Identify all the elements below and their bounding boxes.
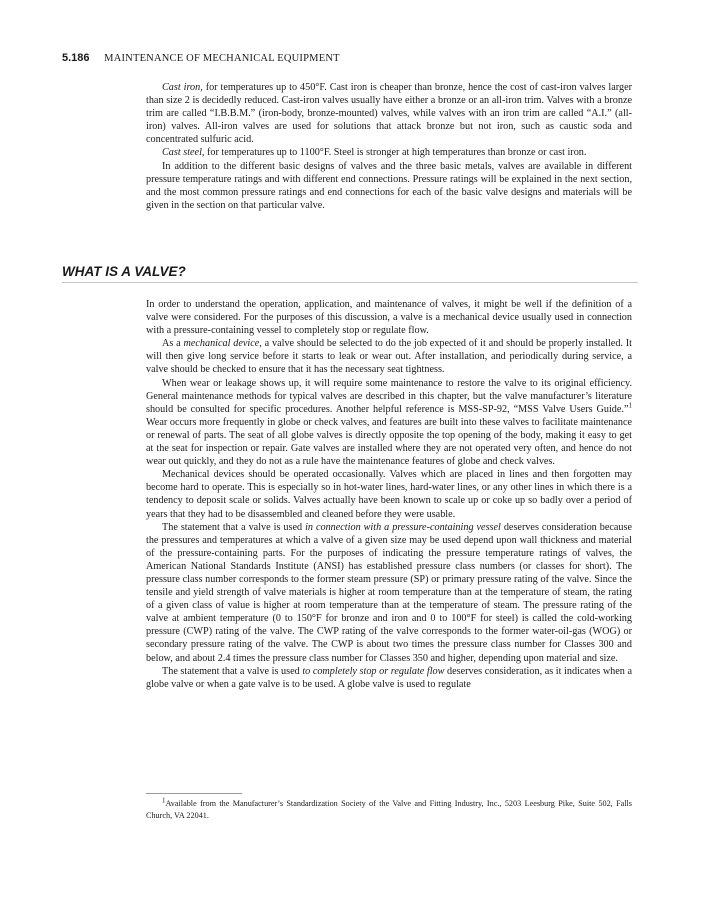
page-number: 5.186	[62, 52, 90, 64]
section-title: WHAT IS A VALVE?	[62, 264, 186, 279]
paragraph: As a mechanical device, a valve should be selected to do the job expected of it and should be properly installed. It will then give long service before it starts to leak or wear out. After installation, and periodically during service, a valve should be checked to ensure that it has the necessary seat tightness.	[146, 338, 633, 376]
paragraph: In addition to the different basic designs of valves and the three basic metals, valves are available in different pressure temperature ratings and with different end connections. Pressure ratings will be explained in the next section, and the most common pressure ratings and end connections for each of the basic valve designs and materials will be given in the section on that particular valve.	[146, 160, 632, 211]
term: Cast iron,	[162, 82, 203, 93]
page-header	[62, 52, 340, 64]
paragraph: Mechanical devices should be operated occasionally. Valves which are placed in lines and then forgotten may become hard to operate. This is especially so in hot-water lines, hard-water lines, or any other lines in which there is a tendency to deposit scale or solids. Valves actually have been known to scale up or coke up so badly over a period of years that they had to be disassembled and cleaned before they were usable.	[146, 469, 632, 520]
paragraph: In order to understand the operation, application, and maintenance of valves, it might be well if the definition of a valve were considered. For the purposes of this discussion, a valve is a mechanical device usually used in connection with a pressure-containing vessel to completely stop or regulate flow.	[146, 299, 632, 337]
footnote-marker: 1	[162, 796, 166, 805]
footnote-ref[interactable]: 1	[628, 401, 632, 410]
paragraph: When wear or leakage shows up, it will require some maintenance to restore the valve to its original efficiency. General maintenance methods for typical valves are described in this chapter, but the valve manufacturer’s literature should be consulted for specific procedures. Another helpful reference is MSS-SP-92, “MSS Valve Users Guide.”$^1$ Wear occurs more frequently in globe or check valves, and features are built into these valves to facilitate maintenance or renewal of parts. The seat of all globe valves is directly opposite the top opening of the body, making it easy to get at the seat for inspection or repair. Gate valves are installed where they are not operated very often, and hence do not wear out quickly, and they do not as a rule have the maintenance features of globe and check valves.	[146, 377, 632, 468]
running-head: MAINTENANCE OF MECHANICAL EQUIPMENT	[104, 53, 340, 64]
paragraph: Cast steel, for temperatures up to 1100°F. Steel is stronger at high temperatures than bronze or cast iron.	[162, 147, 587, 159]
term: Cast steel,	[162, 147, 205, 159]
paragraph: Cast iron, for temperatures up to 450°F. Cast iron is cheaper than bronze, hence the cost of cast-iron valves larger than size 2 is decidedly reduced. Cast-iron valves usually have either a bronze or an all-iron trim. Valves with a bronze trim are called “I.B.B.M.” (iron-body, bronze-mounted) valves, while valves with an iron trim are called “A.I.” (all-iron) valves. All-iron valves are used for solutions that attack bronze but not iron, such as caustic soda and concentrated sulfuric acid.	[146, 82, 632, 146]
footnote-divider	[146, 793, 242, 794]
intro-text	[146, 81, 632, 212]
paragraph: The statement that a valve is used to completely stop or regulate flow deserves consideration, as it indicates when a globe valve or when a gate valve is to be used. A globe valve is used to regulate	[146, 665, 632, 690]
paragraph: The statement that a valve is used in connection with a pressure-containing vessel deserves consideration because the pressures and temperatures at which a valve of a given size may be used depend upon wall thickness and material of the pressure-containing parts. For the purposes of indicating the pressure temperature ratings of valves, the American National Standards Institute (ANSI) has established pressure class numbers (or classes for short). The pressure class number corresponds to the former steam pressure (SP) or primary pressure rating of the valve. Since the tensile and yield strength of valve materials is higher at room temperature than at the temperature of steam, the rating of a given class of value is higher at room temperature than at the temperature of steam. The pressure rating of the valve at ambient temperature (0 to 150°F for bronze and iron and 0 to 100°F for steel) is called the cold-working pressure (CWP) rating of the valve. The CWP rating of the valve corresponds to the former water-oil-gas (WOG) or secondary pressure rating of the valve. The CWP is about two times the pressure class number for Classes 300 and below, and about 2.4 times the pressure class number for Classes 350 and higher, depending upon material and size.	[146, 521, 632, 664]
footnote: $^1$Available from the Manufacturer’s Standardization Society of the Valve and Fitting Industry, Inc., 5203 Leesburg Pike, Suite 502, Falls Church, VA 22041.	[146, 796, 632, 820]
section-text	[146, 298, 632, 691]
section-divider	[62, 282, 638, 283]
